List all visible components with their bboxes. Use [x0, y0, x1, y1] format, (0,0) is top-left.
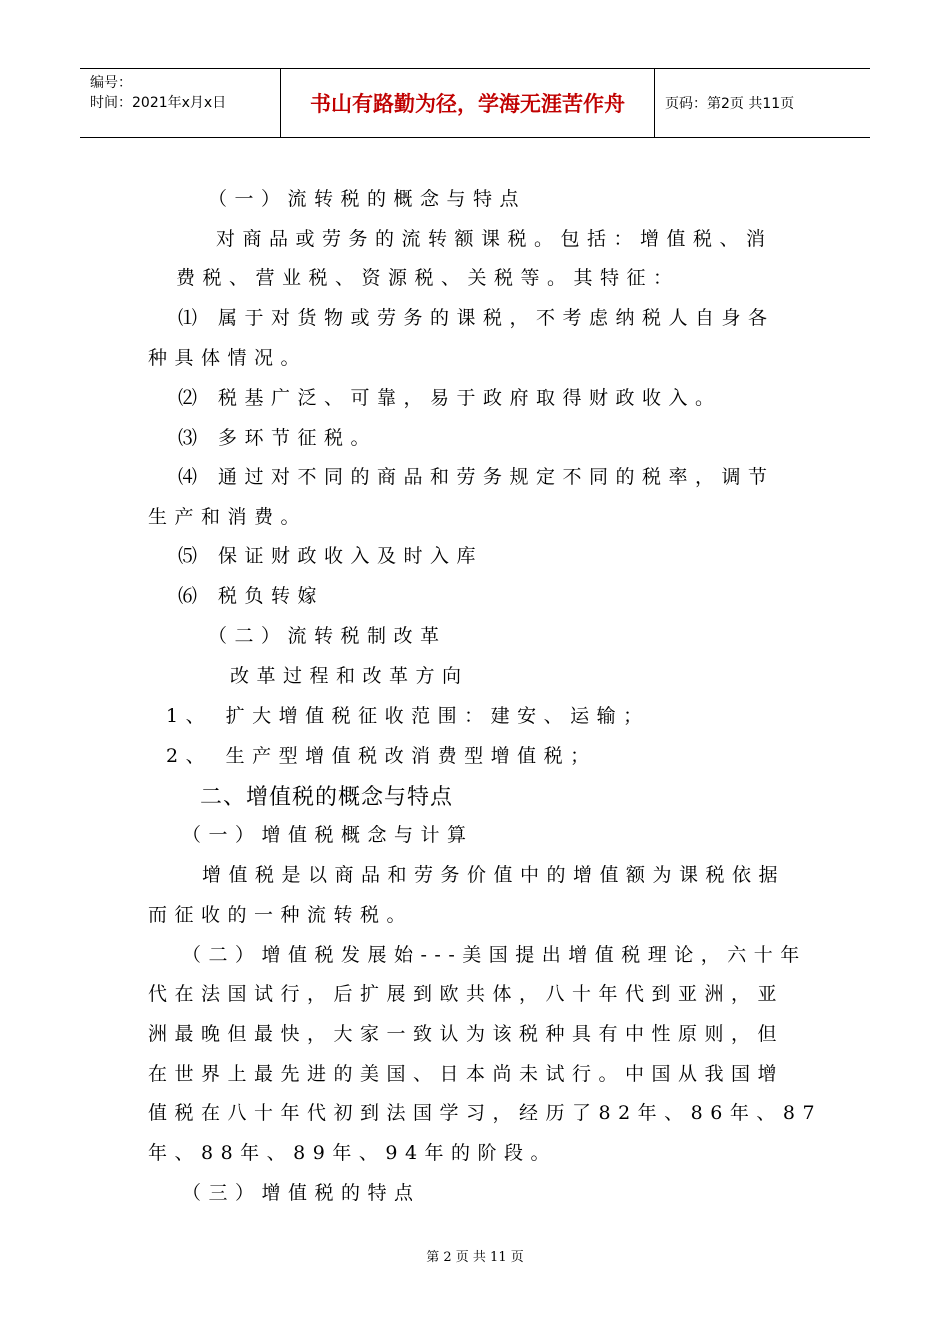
header-motto: 书山有路勤为径，学海无涯苦作舟: [281, 69, 655, 137]
section-heading: （一）流转税的概念与特点: [208, 188, 527, 210]
paragraph-line: 在世界上最先进的美国、日本尚未试行。中国从我国增: [148, 1063, 785, 1085]
page-header: [80, 68, 870, 138]
chapter-heading: 二、增值税的概念与特点: [200, 785, 454, 810]
paragraph-line: 而征收的一种流转税。: [148, 904, 414, 926]
number-label: 编号：: [90, 75, 132, 91]
header-meta: [80, 69, 281, 137]
section-heading: （三）增值税的特点: [182, 1182, 421, 1204]
section-heading: （一）增值税概念与计算: [182, 824, 474, 846]
list-item: ⑸ 保证财政收入及时入库: [178, 545, 484, 567]
paragraph-line: 代在法国试行，后扩展到欧共体，八十年代到亚洲，亚: [148, 983, 785, 1005]
paragraph-line: 洲最晚但最快，大家一致认为该税种具有中性原则，但: [148, 1023, 785, 1045]
page-footer: 第 2 页 共 11 页: [426, 1250, 524, 1265]
paragraph-line: 种具体情况。: [148, 347, 308, 369]
list-item: ⑷ 通过对不同的商品和劳务规定不同的税率，调节: [178, 466, 775, 488]
paragraph-line: 年、88年、89年、94年的阶段。: [148, 1142, 558, 1164]
list-item: ⑵ 税基广泛、可靠，易于政府取得财政收入。: [178, 387, 722, 409]
list-item: ⑹ 税负转嫁: [178, 585, 325, 607]
paragraph-line: （二）增值税发展始---美国提出增值税理论，六十年: [182, 944, 807, 966]
list-item: 2、 生产型增值税改消费型增值税；: [166, 745, 597, 767]
list-item: ⑴ 属于对货物或劳务的课税，不考虑纳税人自身各: [178, 307, 775, 329]
paragraph-line: 改革过程和改革方向: [230, 665, 469, 687]
header-page-info: 页码：第2页 共11页: [665, 96, 795, 112]
list-item: ⑶ 多环节征税。: [178, 427, 378, 449]
paragraph-line: 增值税是以商品和劳务价值中的增值额为课税依据: [202, 864, 786, 886]
section-heading: （二）流转税制改革: [208, 625, 447, 647]
list-item: 1、 扩大增值税征收范围：建安、运输；: [166, 705, 650, 727]
paragraph-line: 生产和消费。: [148, 506, 308, 528]
paragraph-line: 费税、营业税、资源税、关税等。其特征：: [176, 267, 680, 289]
paragraph-line: 值税在八十年代初到法国学习，经历了82年、86年、87: [148, 1102, 823, 1124]
time-label: 时间：2021年x月x日: [90, 95, 227, 111]
paragraph-line: 对商品或劳务的流转额课税。包括：增值税、消: [216, 228, 773, 250]
